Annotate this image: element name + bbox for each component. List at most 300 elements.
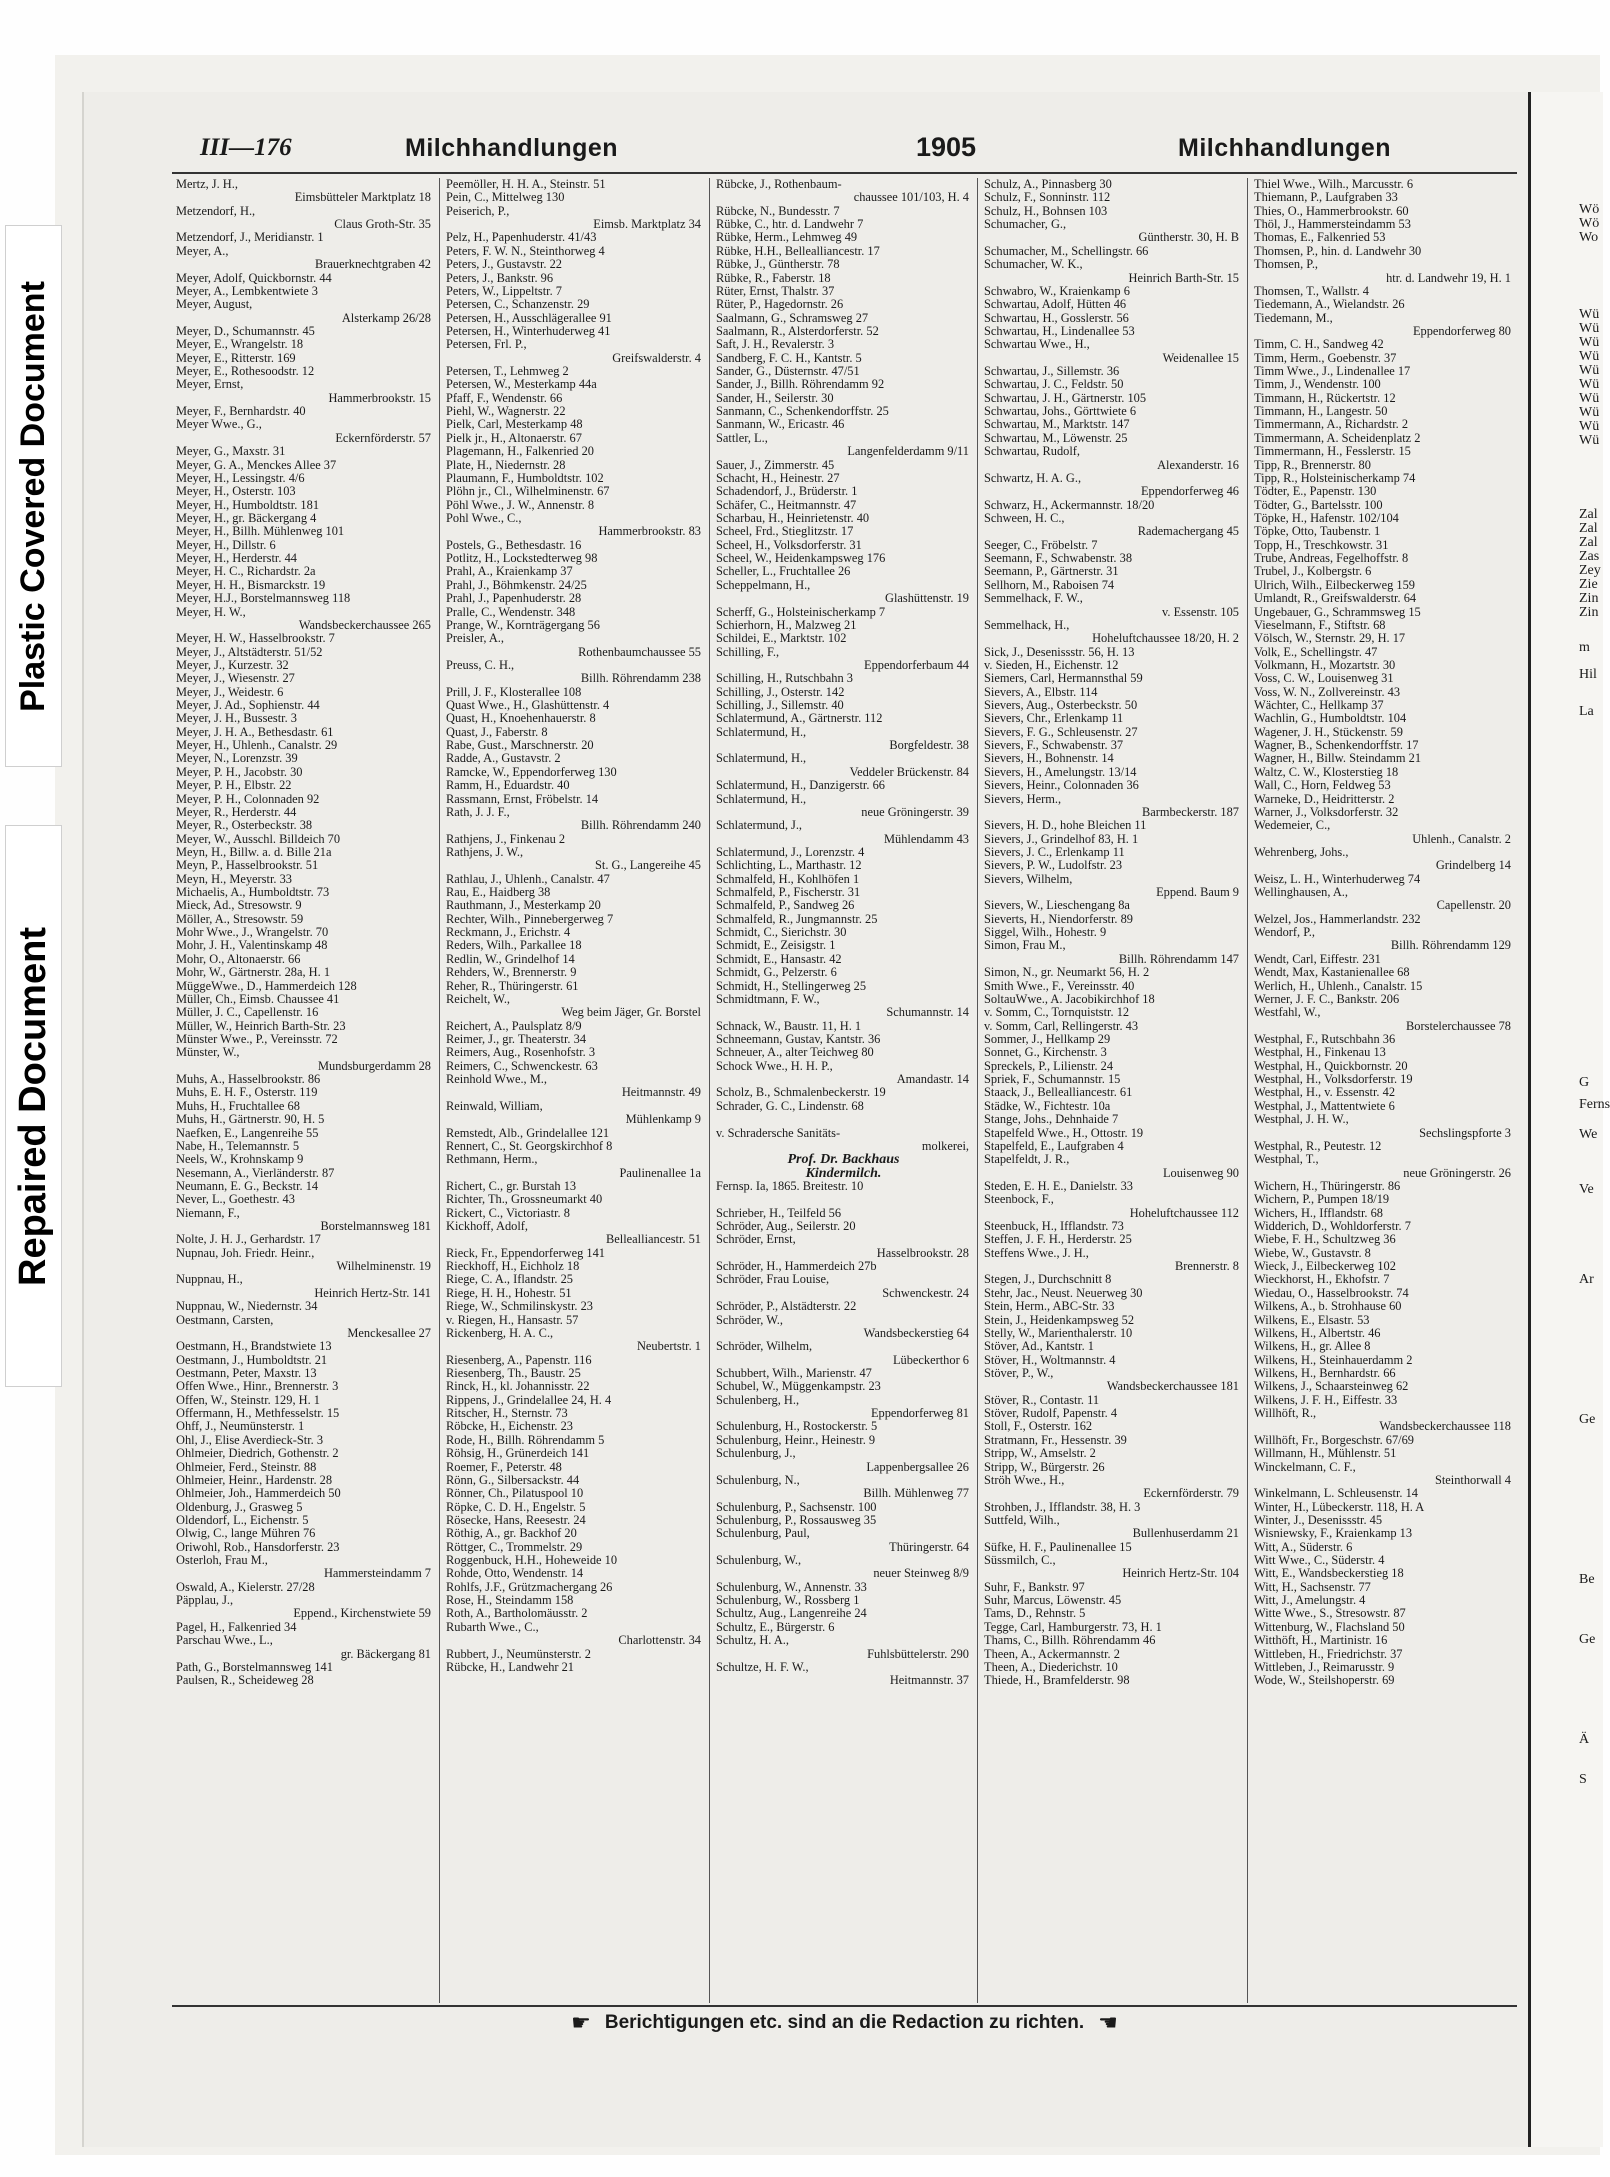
directory-entry-line: Meyer, N., Lorenzstr. 39: [176, 751, 298, 766]
directory-entry-line: Meyer, H., Osterstr. 103: [176, 484, 296, 499]
directory-entry-line: Saft, J. H., Revalerstr. 3: [716, 337, 835, 352]
directory-entry-line: Eppend. Baum 9: [1156, 885, 1239, 900]
directory-entry-line: Muhs, E. H. F., Osterstr. 119: [176, 1085, 318, 1100]
directory-entry-line: Werlich, H., Uhlenh., Canalstr. 15: [1254, 978, 1423, 993]
directory-entry-line: Petersen, H., Ausschlägerallee 91: [446, 310, 612, 325]
directory-entry-line: Kindermilch.: [805, 1165, 882, 1181]
directory-entry-line: Meyer, E., Wrangelstr. 18: [176, 337, 304, 352]
directory-entry-line: Oestmann, J., Humboldtstr. 21: [176, 1352, 328, 1367]
directory-entry-line: Schlatermund, H., Danzigerstr. 66: [716, 778, 885, 793]
directory-entry-line: Wilkens, H., gr. Allee 8: [1254, 1339, 1371, 1354]
directory-entry-line: Plaumann, F., Humboldtstr. 102: [446, 470, 604, 485]
directory-entry-line: Pein, C., Mittelweg 130: [446, 190, 565, 205]
directory-entry-line: Meyer, H. W., Hasselbrookstr. 7: [176, 631, 335, 646]
directory-entry-line: Piehl, W., Wagnerstr. 22: [446, 404, 566, 419]
page-header: [120, 130, 1510, 170]
directory-entry-line: Simon, N., gr. Neumarkt 56, H. 2: [984, 965, 1150, 980]
directory-entry-line: Wilkens, E., Elsastr. 53: [1254, 1312, 1370, 1327]
directory-entry-line: SoltauWwe., A. Jacobikirchhof 18: [984, 991, 1155, 1006]
directory-entry-line: Rinck, H., kl. Johannisstr. 22: [446, 1379, 590, 1394]
directory-entry-line: Waltz, C. W., Klosterstieg 18: [1254, 764, 1399, 779]
directory-entry-line: Westphal, J., Mattentwiete 6: [1254, 1098, 1395, 1113]
directory-entry-line: Mohr, W., Gärtnerstr. 28a, H. 1: [176, 965, 331, 980]
directory-entry-line: Meyer, R., Osterbeckstr. 38: [176, 818, 313, 833]
directory-entry-line: Wilkens, A., b. Strohhause 60: [1254, 1299, 1402, 1314]
directory-entry-line: Ströh Wwe., H.,: [984, 1472, 1065, 1487]
directory-entry-line: Eppendorferweg 46: [1140, 484, 1239, 499]
directory-entry-line: Peemöller, H. H. A., Steinstr. 51: [446, 177, 606, 191]
directory-entry-line: Töpke, H., Hafenstr. 102/104: [1254, 510, 1399, 525]
directory-entry-line: v. Sieden, H., Eichenstr. 12: [984, 657, 1119, 672]
directory-entry-line: Meyer, H. W.,: [176, 604, 246, 619]
directory-entry-line: Roemer, F., Peterstr. 48: [446, 1459, 562, 1474]
directory-entry-line: Heinrich Hertz-Str. 141: [314, 1285, 431, 1300]
directory-column-5: [1250, 178, 1517, 2003]
directory-entry-line: Alsterkamp 26/28: [341, 310, 431, 325]
directory-entry-line: Timm Wwe., J., Lindenallee 17: [1254, 364, 1411, 379]
directory-entry-line: Rubarth Wwe., C.,: [446, 1619, 539, 1634]
column-divider: [1247, 178, 1248, 2003]
directory-entry-line: Müller, W., Heinrich Barth-Str. 23: [176, 1018, 346, 1033]
facing-page-text-fragment: S: [1579, 1772, 1587, 1787]
directory-entry-line: Schwartau, Rudolf,: [984, 444, 1081, 459]
facing-page-text-fragment: Wü: [1579, 335, 1600, 350]
directory-entry-line: Ohlmeier, Joh., Hammerdeich 50: [176, 1486, 341, 1501]
directory-entry-line: Meyer, H. C., Richardstr. 2a: [176, 564, 316, 579]
directory-entry-line: Scherff, G., Holsteinischerkamp 7: [716, 604, 886, 619]
directory-entry-line: Sellhorn, M., Raboisen 74: [984, 577, 1115, 592]
directory-entry-line: Stegen, J., Durchschnitt 8: [984, 1272, 1112, 1287]
directory-entry-line: Scheller, L., Fruchtallee 26: [716, 564, 851, 579]
directory-entry-line: Reichert, A., Paulsplatz 8/9: [446, 1018, 582, 1033]
directory-entry-line: Wall, C., Horn, Feldweg 53: [1254, 778, 1391, 793]
directory-entry-line: Wichers, H., Ifflandstr. 68: [1254, 1205, 1383, 1220]
directory-entry-line: Bellealliancestr. 51: [606, 1232, 701, 1247]
directory-entry-line: Schröder, Ernst,: [716, 1232, 796, 1247]
directory-entry-line: Heinrich Hertz-Str. 104: [1122, 1566, 1239, 1581]
directory-entry-line: Sievers, Chr., Erlenkamp 11: [984, 711, 1124, 726]
directory-entry-line: Tödter, G., Bartelsstr. 100: [1254, 497, 1383, 512]
directory-entry-line: Oestmann, H., Brandstwiete 13: [176, 1339, 332, 1354]
directory-entry-line: Never, L., Goethestr. 43: [176, 1192, 295, 1207]
directory-entry-line: Wilkens, J. F. H., Eiffestr. 33: [1254, 1392, 1398, 1407]
directory-entry-line: Sievers, W., Lieschengang 8a: [984, 898, 1130, 913]
directory-entry-line: Rübcke, J., Rothenbaum-: [716, 177, 842, 191]
directory-entry-line: Paulinenallee 1a: [619, 1165, 701, 1180]
directory-entry-line: Riesenberg, Th., Baustr. 25: [446, 1365, 581, 1380]
directory-entry-line: Schröder, Aug., Seilerstr. 20: [716, 1219, 856, 1234]
directory-entry-line: Schmidt, E., Hansastr. 42: [716, 951, 842, 966]
directory-entry-line: Pohl Wwe., C.,: [446, 510, 522, 525]
directory-entry-line: Rothenbaumchaussee 55: [578, 644, 701, 659]
facing-page-text-fragment: Ge: [1579, 1412, 1596, 1427]
repaired-document-label: [5, 825, 62, 1387]
directory-entry-line: Neubertstr. 1: [636, 1339, 701, 1354]
directory-entry-line: Schröder, P., Alstädterstr. 22: [716, 1299, 857, 1314]
directory-entry-line: Sievers, Heinr., Colonnaden 36: [984, 778, 1139, 793]
directory-entry-line: Weg beim Jäger, Gr. Borstel: [561, 1005, 701, 1020]
directory-entry-line: Eckernförderstr. 57: [335, 430, 431, 445]
directory-entry-line: Schulenburg, Paul,: [716, 1526, 810, 1541]
directory-entry-line: Meyer, J., Wiesenstr. 27: [176, 671, 295, 686]
directory-entry-line: Borstelmannsweg 181: [320, 1219, 431, 1234]
directory-entry-line: Witt, H., Sachsenstr. 77: [1254, 1579, 1371, 1594]
directory-entry-line: MüggeWwe., D., Hammerdeich 128: [176, 978, 357, 993]
directory-entry-line: Bullenhuserdamm 21: [1132, 1526, 1239, 1541]
directory-entry-line: Nolte, J. H. J., Gerhardstr. 17: [176, 1232, 321, 1247]
directory-entry-line: Reimers, Aug., Rosenhofstr. 3: [446, 1045, 596, 1060]
directory-entry-line: Meyer, J., Weidestr. 6: [176, 684, 284, 699]
directory-entry-line: Sauer, J., Zimmerstr. 45: [716, 457, 835, 472]
directory-entry-line: Schulenburg, W.,: [716, 1553, 802, 1568]
directory-entry-line: Thomsen, P., hin. d. Landwehr 30: [1254, 243, 1422, 258]
directory-entry-line: Meyer, G. A., Menckes Allee 37: [176, 457, 337, 472]
directory-entry-line: Nabe, H., Telemannstr. 5: [176, 1138, 300, 1153]
directory-entry-line: Wilkens, H., Albertstr. 46: [1254, 1325, 1381, 1340]
facing-page-text-fragment: Wü: [1579, 377, 1600, 392]
directory-entry-line: Thöl, J., Hammersteindamm 53: [1254, 217, 1411, 232]
directory-entry-line: Rippens, J., Grindelallee 24, H. 4: [446, 1392, 612, 1407]
directory-entry-line: Rübke, Herm., Lehmweg 49: [716, 230, 858, 245]
directory-entry-line: Meyer, P. H., Elbstr. 22: [176, 778, 292, 793]
directory-entry-line: Päpplau, J.,: [176, 1593, 234, 1608]
directory-entry-line: Stöver, Rudolf, Papenstr. 4: [984, 1406, 1118, 1421]
directory-entry-line: Sander, G., Düsternstr. 47/51: [716, 364, 860, 379]
directory-entry-line: Grindelberg 14: [1435, 858, 1511, 873]
directory-entry-line: Reckmann, J., Erichstr. 4: [446, 925, 571, 940]
directory-entry-line: St. G., Langereihe 45: [595, 858, 701, 873]
directory-entry-line: Wieck, J., Eilbeckerweg 102: [1254, 1259, 1396, 1274]
directory-entry-line: Westphal, T.,: [1254, 1152, 1319, 1167]
directory-entry-line: Schrieber, H., Teilfeld 56: [716, 1205, 842, 1220]
facing-page-text-fragment: G: [1579, 1075, 1590, 1090]
directory-entry-line: Meyer, P. H., Jacobstr. 30: [176, 764, 303, 779]
directory-entry-line: Steffen, J. F. H., Herderstr. 25: [984, 1232, 1132, 1247]
directory-column-1: [172, 178, 437, 2003]
directory-entry-line: Wagner, B., Schenkendorffstr. 17: [1254, 738, 1419, 753]
directory-entry-line: Meyer, A.,: [176, 243, 229, 258]
directory-entry-line: Meyer, August,: [176, 297, 253, 312]
directory-entry-line: Möller, A., Stresowstr. 59: [176, 911, 304, 926]
directory-entry-line: Reimers, C., Schwenckestr. 63: [446, 1058, 598, 1073]
directory-entry-line: Metzendorf, J., Meridianstr. 1: [176, 230, 324, 245]
directory-entry-line: Eckernförderstr. 79: [1143, 1486, 1239, 1501]
directory-entry-line: Wilkens, H., Bernhardstr. 66: [1254, 1365, 1396, 1380]
directory-entry-line: Sieverts, H., Niendorferstr. 89: [984, 911, 1134, 926]
directory-entry-line: Meyer, Ernst,: [176, 377, 244, 392]
facing-page-text-fragment: Zey: [1579, 563, 1601, 578]
directory-entry-line: Schumacher, W. K.,: [984, 257, 1083, 272]
directory-entry-line: Röthig, A., gr. Backhof 20: [446, 1526, 577, 1541]
directory-entry-line: Offen Wwe., Hinr., Brennerstr. 3: [176, 1379, 339, 1394]
directory-entry-line: Schwartau, H., Gosslerstr. 56: [984, 310, 1129, 325]
directory-entry-line: Westphal, R., Peutestr. 12: [1254, 1138, 1382, 1153]
directory-entry-line: Sievers, P. W., Ludolfstr. 23: [984, 858, 1123, 873]
directory-entry-line: Stein, J., Heidenkampsweg 52: [984, 1312, 1135, 1327]
directory-entry-line: Wilhelminenstr. 19: [336, 1259, 431, 1274]
directory-entry-line: Rickenberg, H. A. C.,: [446, 1325, 554, 1340]
directory-entry-line: Stöver, H., Woltmannstr. 4: [984, 1352, 1116, 1367]
directory-entry-line: Brennerstr. 8: [1174, 1259, 1239, 1274]
directory-entry-line: Wendt, Carl, Eiffestr. 231: [1254, 951, 1381, 966]
directory-entry-line: Tipp, R., Holsteinischerkamp 74: [1254, 470, 1416, 485]
directory-entry-line: Wehrenberg, Johs.,: [1254, 844, 1349, 859]
directory-entry-line: Meyer, E., Rothesoodstr. 12: [176, 364, 315, 379]
directory-entry-line: Saalmann, G., Schramsweg 27: [716, 310, 869, 325]
directory-entry-line: Steffens Wwe., J. H.,: [984, 1245, 1089, 1260]
directory-entry-line: Schulenburg, W., Rossberg 1: [716, 1593, 860, 1608]
directory-entry-line: htr. d. Landwehr 19, H. 1: [1386, 270, 1511, 285]
directory-entry-line: Scheel, H., Volksdorferstr. 31: [716, 537, 862, 552]
directory-entry-line: Borgfeldestr. 38: [889, 738, 969, 753]
directory-entry-line: Scholz, B., Schmalenbeckerstr. 19: [716, 1085, 886, 1100]
directory-entry-line: Schulenburg, H., Rostockerstr. 5: [716, 1419, 878, 1434]
directory-entry-line: Peiserich, P.,: [446, 203, 510, 218]
directory-entry-line: Rathjens, J. W.,: [446, 844, 524, 859]
directory-entry-line: molkerei,: [921, 1138, 969, 1153]
directory-entry-line: Meyer, R., Herderstr. 44: [176, 804, 297, 819]
directory-entry-line: Stripp, W., Amselstr. 2: [984, 1446, 1096, 1461]
directory-entry-line: Thiemann, P., Laufgraben 33: [1254, 190, 1398, 205]
facing-page-text-fragment: We: [1579, 1127, 1598, 1142]
directory-entry-line: Billh. Röhrendamm 238: [580, 671, 701, 686]
directory-entry-line: Scharbau, H., Heinrietenstr. 40: [716, 510, 870, 525]
directory-entry-line: Stöver, P., W.,: [984, 1365, 1054, 1380]
directory-entry-line: Sievers, J., Grindelhof 83, H. 1: [984, 831, 1139, 846]
directory-entry-line: chaussee 101/103, H. 4: [853, 190, 969, 205]
directory-entry-line: Rüter, P., Hagedornstr. 26: [716, 297, 844, 312]
directory-entry-line: Schulenburg, N.,: [716, 1472, 800, 1487]
directory-entry-line: Quast, H., Knoehenhauerstr. 8: [446, 711, 596, 726]
directory-entry-line: Trube, Andreas, Fegelhoffstr. 8: [1254, 551, 1409, 566]
directory-entry-line: Schultz, Aug., Langenreihe 24: [716, 1606, 867, 1621]
directory-entry-line: Timmann, H., Langestr. 50: [1254, 404, 1388, 419]
directory-entry-line: Willhöft, R.,: [1254, 1406, 1317, 1421]
directory-entry-line: Sattler, L.,: [716, 430, 768, 445]
directory-entry-line: Schwenckestr. 24: [882, 1285, 969, 1300]
directory-entry-line: Meyer, W., Ausschl. Billdeich 70: [176, 831, 341, 846]
directory-entry-line: Mühlenkamp 9: [625, 1112, 701, 1127]
directory-entry-line: Westphal, J. H. W.,: [1254, 1112, 1349, 1127]
directory-entry-line: Seemann, P., Gärtnerstr. 31: [984, 564, 1119, 579]
directory-entry-line: Rennert, C., St. Georgskirchhof 8: [446, 1138, 613, 1153]
directory-entry-line: v. Riegen, H., Hansastr. 57: [446, 1312, 579, 1327]
directory-entry-line: Wendt, Max, Kastanienallee 68: [1254, 965, 1410, 980]
facing-page-text-fragment: Ar: [1579, 1272, 1594, 1287]
directory-entry-line: Petersen, C., Schanzenstr. 29: [446, 297, 590, 312]
facing-page-text-fragment: Zal: [1579, 507, 1598, 522]
directory-entry-line: Siemers, Carl, Hermannsthal 59: [984, 671, 1143, 686]
directory-entry-line: Schock Wwe., H. H. P.,: [716, 1058, 833, 1073]
directory-entry-line: Stratmann, Fr., Hessenstr. 39: [984, 1432, 1127, 1447]
directory-entry-line: Mohr, J. H., Valentinskamp 48: [176, 938, 328, 953]
directory-entry-line: Sechslingspforte 3: [1419, 1125, 1511, 1140]
directory-entry-line: Ramcke, W., Eppendorferweg 130: [446, 764, 617, 779]
directory-entry-line: Sommer, J., Hellkamp 29: [984, 1032, 1111, 1046]
directory-entry-line: Meyer, Adolf, Quickbornstr. 44: [176, 270, 332, 285]
directory-entry-line: Schulenburg, P., Rossausweg 35: [716, 1512, 877, 1527]
directory-entry-line: Sievers, Wilhelm,: [984, 871, 1073, 886]
facing-page-text-fragment: Wö: [1579, 202, 1600, 217]
directory-entry-line: Warner, J., Volksdorferstr. 32: [1254, 804, 1399, 819]
directory-entry-line: Siggel, Wilh., Hohestr. 9: [984, 925, 1107, 940]
directory-entry-line: Schwartau, Johs., Görttwiete 6: [984, 404, 1137, 419]
directory-entry-line: Mohr, O., Altonaerstr. 66: [176, 951, 301, 966]
directory-entry-line: Sievers, Herm.,: [984, 791, 1062, 806]
footer-notice: Berichtigungen etc. sind an die Redaction zu richten.: [604, 2012, 1085, 2033]
directory-entry-line: Rübke, R., Faberstr. 18: [716, 270, 831, 285]
directory-entry-line: Schmidt, G., Pelzerstr. 6: [716, 965, 837, 980]
directory-entry-line: Westphal, F., Rutschbahn 36: [1254, 1032, 1396, 1046]
facing-page-text-fragment: Wü: [1579, 433, 1600, 448]
directory-entry-line: Kickhoff, Adolf,: [446, 1219, 529, 1234]
directory-entry-line: Sievers, A., Elbstr. 114: [984, 684, 1098, 699]
directory-entry-line: Städke, W., Fichtestr. 10a: [984, 1098, 1111, 1113]
directory-entry-line: Muhs, H., Fruchtallee 68: [176, 1098, 300, 1113]
directory-entry-line: Peters, W., Lippeltstr. 7: [446, 283, 562, 298]
directory-entry-line: Meyer, H., gr. Bäckergang 4: [176, 510, 317, 525]
facing-page-text-fragment: m: [1579, 640, 1590, 655]
directory-entry-line: Schilling, J., Osterstr. 142: [716, 684, 845, 699]
directory-entry-line: Hammerbrookstr. 83: [598, 524, 701, 539]
directory-entry-line: Meyer, E., Ritterstr. 169: [176, 350, 296, 365]
directory-entry-line: Wilkens, H., Steinhauerdamm 2: [1254, 1352, 1413, 1367]
directory-entry-line: Spriek, F., Schumannstr. 15: [984, 1072, 1121, 1087]
directory-entry-line: Pöhl Wwe., J. W., Annenstr. 8: [446, 497, 595, 512]
directory-entry-line: Timm, Herm., Goebenstr. 37: [1254, 350, 1397, 365]
directory-entry-line: Uhlenh., Canalstr. 2: [1412, 831, 1511, 846]
directory-entry-line: Schlatermund, A., Gärtnerstr. 112: [716, 711, 883, 726]
directory-entry-line: Neumann, E. G., Beckstr. 14: [176, 1178, 319, 1193]
directory-entry-line: Schultz, H. A.,: [716, 1633, 789, 1648]
directory-entry-line: Müller, Ch., Eimsb. Chaussee 41: [176, 991, 340, 1006]
directory-entry-line: Schubbert, Wilh., Marienstr. 47: [716, 1365, 872, 1380]
directory-entry-line: Westphal, H., v. Essenstr. 42: [1254, 1085, 1396, 1100]
directory-entry-line: Rethmann, Herm.,: [446, 1152, 538, 1167]
directory-entry-line: Roth, A., Bartholomäusstr. 2: [446, 1606, 588, 1621]
directory-entry-line: Sievers, F. G., Schleusenstr. 27: [984, 724, 1138, 739]
directory-entry-line: Wedemeier, C.,: [1254, 818, 1331, 833]
pointing-hand-icon: ☚: [1098, 2010, 1118, 2036]
directory-entry-line: Glashüttenstr. 19: [885, 591, 969, 606]
directory-entry-line: Rieckhoff, H., Eichholz 18: [446, 1259, 580, 1274]
directory-entry-line: Muhs, A., Hasselbrookstr. 86: [176, 1072, 321, 1087]
facing-page-text-fragment: Wü: [1579, 321, 1600, 336]
directory-entry-line: Tiedemann, A., Wielandstr. 26: [1254, 297, 1405, 312]
facing-page-text-fragment: Wü: [1579, 391, 1600, 406]
directory-entry-line: Witthöft, H., Martinistr. 16: [1254, 1633, 1388, 1648]
directory-entry-line: Wichern, H., Thüringerstr. 86: [1254, 1178, 1401, 1193]
directory-entry-line: Reinwald, William,: [446, 1098, 543, 1113]
directory-entry-line: Remstedt, Alb., Grindelallee 121: [446, 1125, 610, 1140]
directory-entry-line: Schadendorf, J., Brüderstr. 1: [716, 484, 858, 499]
directory-entry-line: Petersen, T., Lehmweg 2: [446, 364, 569, 379]
directory-entry-line: Nupnau, Joh. Friedr. Heinr.,: [176, 1245, 315, 1260]
directory-entry-line: Wieckhorst, H., Ekhofstr. 7: [1254, 1272, 1390, 1287]
directory-entry-line: Alexanderstr. 16: [1157, 457, 1239, 472]
directory-entry-line: Pelz, H., Papenhuderstr. 41/43: [446, 230, 597, 245]
directory-entry-line: Offermann, H., Methfesselstr. 15: [176, 1406, 340, 1421]
directory-entry-line: Meyer Wwe., G.,: [176, 417, 262, 432]
directory-entry-line: Meyn, P., Hasselbrookstr. 51: [176, 858, 319, 873]
column-divider: [709, 178, 710, 2003]
directory-entry-line: Meyer, H.J., Borstelmannsweg 118: [176, 591, 351, 606]
directory-entry-line: Trubel, J., Kolbergstr. 6: [1254, 564, 1372, 579]
directory-entry-line: Witt, J., Amelungstr. 4: [1254, 1593, 1366, 1608]
directory-entry-line: Rehders, W., Brennerstr. 9: [446, 965, 577, 980]
directory-entry-line: Röbcke, H., Eichenstr. 23: [446, 1419, 573, 1434]
directory-entry-line: Schlatermund, J., Lorenzstr. 4: [716, 844, 865, 859]
directory-entry-line: Semmelhack, F. W.,: [984, 591, 1083, 606]
directory-entry-line: Schmalfeld, R., Jungmannstr. 25: [716, 911, 878, 926]
directory-entry-line: Schlichting, L., Marthastr. 12: [716, 858, 862, 873]
directory-entry-line: Petersen, W., Mesterkamp 44a: [446, 377, 597, 392]
directory-entry-line: Thams, C., Billh. Röhrendamm 46: [984, 1633, 1156, 1648]
directory-entry-line: Suttfeld, Wilh.,: [984, 1512, 1060, 1527]
directory-entry-line: Timmermann, H., Fesslerstr. 15: [1254, 444, 1411, 459]
directory-entry-line: neuer Steinweg 8/9: [873, 1566, 969, 1581]
facing-page-text-fragment: Zie: [1579, 577, 1598, 592]
directory-entry-line: Oswald, A., Kielerstr. 27/28: [176, 1579, 315, 1594]
directory-entry-line: Wellinghausen, A.,: [1254, 885, 1348, 900]
directory-entry-line: Hoheluftchaussee 18/20, H. 2: [1092, 631, 1239, 646]
directory-entry-line: Reinhold Wwe., M.,: [446, 1072, 547, 1087]
directory-entry-line: Louisenweg 90: [1162, 1165, 1239, 1180]
directory-entry-line: Reders, Wilh., Parkallee 18: [446, 938, 582, 953]
directory-entry-line: Rösecke, Hans, Reesestr. 24: [446, 1512, 586, 1527]
directory-entry-line: Ohlmeier, Diedrich, Gothenstr. 2: [176, 1446, 339, 1461]
directory-entry-line: Schlatermund, H.,: [716, 724, 807, 739]
directory-entry-line: Wisniewsky, F., Kraienkamp 13: [1254, 1526, 1413, 1541]
directory-entry-line: Sonnet, G., Kirchenstr. 3: [984, 1045, 1107, 1060]
directory-entry-line: Müller, J. C., Capellenstr. 16: [176, 1005, 319, 1020]
directory-entry-line: Sievers, H., Amelungstr. 13/14: [984, 764, 1137, 779]
directory-entry-line: Röpke, C. D. H., Engelstr. 5: [446, 1499, 586, 1514]
directory-entry-line: Rohde, Otto, Wendenstr. 14: [446, 1566, 584, 1581]
directory-entry-line: Potlitz, H., Lockstedterweg 98: [446, 551, 598, 566]
directory-entry-line: Wandsbeckerchaussee 118: [1379, 1419, 1511, 1434]
directory-entry-line: Volk, E., Schellingstr. 47: [1254, 644, 1378, 659]
directory-entry-line: Meyer, H., Humboldtstr. 181: [176, 497, 320, 512]
directory-entry-line: Schwartz, H. A. G.,: [984, 470, 1082, 485]
facing-page-edge: [1528, 92, 1610, 2147]
directory-entry-line: Meyn, H., Meyerstr. 33: [176, 871, 292, 886]
directory-entry-line: Schultze, H. F. W.,: [716, 1659, 809, 1674]
directory-entry-line: Meyer, A., Lembkentwiete 3: [176, 283, 318, 298]
directory-entry-line: Schumacher, M., Schellingstr. 66: [984, 243, 1149, 258]
directory-entry-line: Reher, R., Thüringerstr. 61: [446, 978, 579, 993]
directory-entry-line: Wiebe, F. H., Schultzweg 36: [1254, 1232, 1396, 1247]
directory-entry-line: Süfke, H. F., Paulinenallee 15: [984, 1539, 1132, 1554]
directory-entry-line: Suhr, Marcus, Löwenstr. 45: [984, 1593, 1122, 1608]
directory-entry-line: Pfaff, F., Wendenstr. 66: [446, 390, 563, 405]
directory-entry-line: Winkelmann, L. Schleusenstr. 14: [1254, 1486, 1418, 1501]
directory-entry-line: Schwartau, Adolf, Hütten 46: [984, 297, 1127, 312]
directory-entry-line: Rode, H., Billh. Röhrendamm 5: [446, 1432, 605, 1447]
directory-entry-line: Prange, W., Kornträgergang 56: [446, 617, 600, 632]
column-divider: [977, 178, 978, 2003]
directory-entry-line: Westfahl, W.,: [1254, 1005, 1321, 1020]
directory-entry-line: Töpke, Otto, Taubenstr. 1: [1254, 524, 1381, 539]
directory-entry-line: Timm, J., Wendenstr. 100: [1254, 377, 1381, 392]
facing-page-text-fragment: Zin: [1579, 591, 1599, 606]
pointing-hand-icon: ☛: [571, 2010, 591, 2036]
directory-entry-line: Rechter, Wilh., Pinnebergerweg 7: [446, 911, 614, 926]
directory-entry-line: Plate, H., Niedernstr. 28: [446, 457, 566, 472]
directory-entry-line: Rathjens, J., Finkenau 2: [446, 831, 566, 846]
directory-column-4: [980, 178, 1245, 2003]
running-title-left: Milchhandlungen: [405, 134, 619, 162]
